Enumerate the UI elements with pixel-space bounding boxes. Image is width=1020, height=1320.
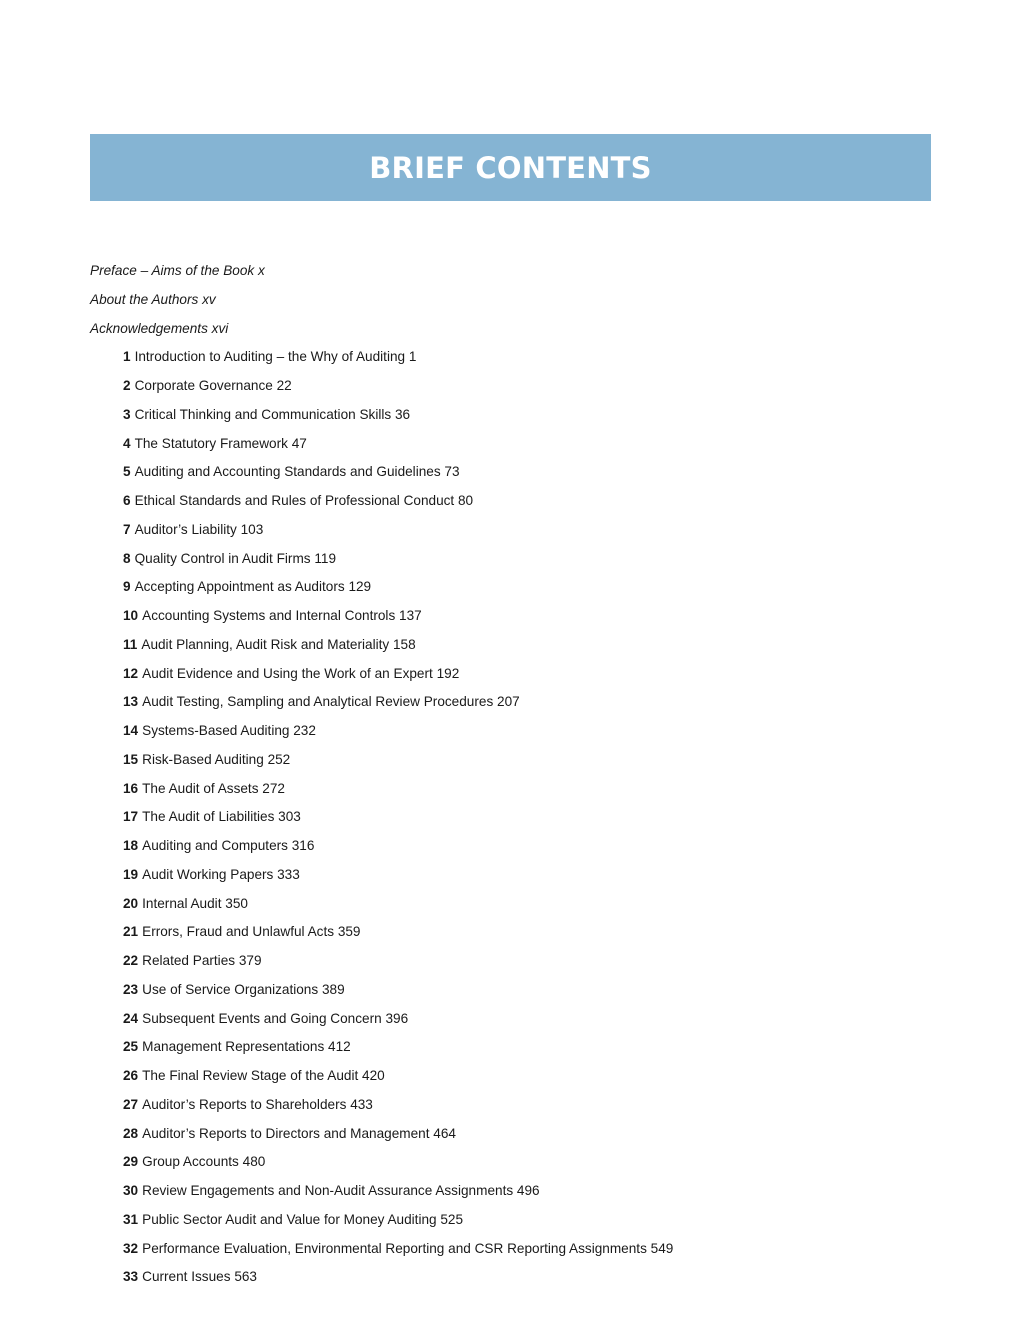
toc-entry-page: 496: [516, 1183, 540, 1198]
toc-entry-title: Management Representations: [142, 1039, 325, 1055]
toc-chapter-number: 5: [123, 464, 131, 480]
toc-entry-page: 420: [362, 1068, 385, 1083]
toc-entry-page: 137: [399, 608, 422, 623]
toc-chapter-entry: [90, 890, 970, 919]
toc-entry-title: Related Parties: [142, 953, 236, 968]
toc-entry-page: 379: [238, 953, 262, 968]
toc-chapter-entry: [90, 1091, 970, 1120]
toc-chapter-number: 6: [123, 493, 131, 508]
toc-chapter-entry: [90, 861, 970, 890]
toc-chapter-number: 15: [123, 751, 139, 767]
toc-entry-title: Quality Control in Audit Firms: [134, 550, 311, 566]
toc-entry-title: Accounting Systems and Internal Controls: [142, 608, 396, 623]
toc-entry-page: 316: [291, 838, 315, 853]
toc-chapter-entry: [90, 631, 970, 660]
toc-chapter-entry: [90, 918, 970, 947]
toc-entry-title: Systems-Based Auditing: [142, 723, 290, 738]
toc-chapter-number: 27: [123, 1096, 139, 1112]
toc-entry-title: Use of Service Organizations: [142, 981, 319, 997]
toc-chapter-number: 19: [123, 866, 139, 882]
toc-entry-page: 525: [440, 1211, 464, 1227]
toc-entry-title: Preface – Aims of the Book: [90, 263, 255, 278]
toc-entry-page: 433: [350, 1096, 373, 1112]
toc-entry-title: Accepting Appointment as Auditors: [134, 579, 345, 595]
toc-chapter-entry: [90, 947, 970, 976]
toc-entry-page: 192: [436, 665, 460, 681]
toc-chapter-number: 25: [123, 1039, 139, 1055]
toc-entry-title: Auditing and Computers: [142, 838, 288, 853]
toc-entry-title: The Audit of Assets: [142, 780, 259, 796]
toc-chapter-entry: [90, 1148, 970, 1177]
toc-chapter-number: 18: [123, 838, 139, 853]
toc-chapter-number: 21: [123, 924, 139, 940]
toc-chapter-number: 14: [123, 723, 139, 738]
toc-chapter-number: 29: [123, 1154, 139, 1170]
toc-entry-page: x: [258, 263, 265, 278]
toc-entry-title: Ethical Standards and Rules of Professional Conduct: [134, 493, 455, 508]
toc-entry-title: Introduction to Auditing – the Why of Auditing: [134, 349, 406, 365]
toc-chapter-entry: [90, 602, 970, 631]
toc-chapter-number: 33: [123, 1269, 139, 1285]
toc-chapter-number: 24: [123, 1010, 139, 1026]
toc-entry-title: Risk-Based Auditing: [142, 751, 264, 767]
toc-entry-page: 350: [225, 895, 248, 911]
toc-entry-page: 303: [278, 809, 301, 825]
toc-chapter-entry: [90, 1263, 970, 1292]
toc-entry-title: Errors, Fraud and Unlawful Acts: [142, 924, 335, 940]
toc-entry-title: Audit Planning, Audit Risk and Materiality: [141, 636, 390, 652]
toc-entry-page: 22: [276, 378, 292, 393]
toc-front-matter-entry: [90, 286, 970, 315]
toc-entry-page: 396: [385, 1010, 409, 1026]
toc-chapter-number: 30: [123, 1183, 139, 1198]
toc-chapter-entry: [90, 1120, 970, 1149]
toc-chapter-number: 26: [123, 1068, 139, 1083]
toc-chapter-entry: [90, 516, 970, 545]
toc-entry-title: The Final Review Stage of the Audit: [142, 1068, 359, 1083]
toc-chapter-entry: [90, 487, 970, 516]
table-of-contents: [90, 257, 970, 1292]
toc-chapter-entry: [90, 1177, 970, 1206]
toc-entry-title: About the Authors: [90, 291, 199, 307]
toc-entry-page: 36: [394, 406, 411, 422]
toc-chapter-number: 20: [123, 895, 139, 911]
toc-entry-page: 464: [433, 1125, 456, 1141]
toc-chapter-number: 13: [123, 694, 139, 710]
toc-entry-page: 129: [348, 579, 372, 595]
toc-entry-title: Internal Audit: [142, 895, 222, 911]
toc-entry-page: 47: [291, 435, 307, 451]
toc-entry-title: Auditor’s Liability: [134, 521, 237, 537]
toc-entry-title: Public Sector Audit and Value for Money Auditing: [142, 1211, 437, 1227]
toc-chapter-entry: [90, 545, 970, 574]
contents-header-band: [90, 134, 931, 201]
toc-entry-page: 272: [262, 780, 285, 796]
toc-entry-page: 119: [314, 550, 337, 566]
toc-entry-page: xv: [202, 291, 216, 307]
toc-chapter-number: 16: [123, 780, 139, 796]
toc-chapter-number: 4: [123, 435, 131, 451]
toc-chapter-number: 17: [123, 809, 139, 825]
toc-entry-title: Auditing and Accounting Standards and Guidelines: [134, 464, 441, 480]
toc-chapter-number: 3: [123, 406, 131, 422]
toc-entry-page: 480: [242, 1154, 266, 1170]
toc-entry-page: 1: [408, 349, 417, 365]
toc-chapter-entry: [90, 372, 970, 401]
toc-entry-title: Audit Working Papers: [142, 866, 274, 882]
toc-chapter-number: 9: [123, 579, 131, 595]
toc-chapter-entry: [90, 1062, 970, 1091]
toc-entry-page: xvi: [211, 320, 229, 336]
toc-entry-title: Auditor’s Reports to Shareholders: [142, 1096, 347, 1112]
toc-chapter-number: 12: [123, 665, 139, 681]
toc-front-matter-entry: [90, 257, 970, 286]
toc-entry-page: 158: [393, 636, 416, 652]
toc-entry-page: 73: [444, 464, 460, 480]
toc-chapter-entry: [90, 1005, 970, 1034]
toc-chapter-number: 23: [123, 981, 139, 997]
toc-entry-title: Audit Evidence and Using the Work of an Expert: [142, 665, 433, 681]
toc-entry-page: 80: [457, 493, 474, 508]
toc-chapter-entry: [90, 401, 970, 430]
toc-entry-title: The Statutory Framework: [134, 435, 288, 451]
toc-entry-title: Current Issues: [142, 1269, 231, 1285]
toc-entry-title: Performance Evaluation, Environmental Reporting and CSR Reporting Assignments: [142, 1240, 647, 1256]
toc-chapter-entry: [90, 430, 970, 459]
toc-chapter-entry: [90, 976, 970, 1005]
toc-entry-page: 549: [650, 1240, 674, 1256]
toc-chapter-number: 1: [123, 349, 131, 365]
toc-chapter-entry: [90, 717, 970, 746]
toc-chapter-entry: [90, 832, 970, 861]
toc-chapter-entry: [90, 1235, 970, 1264]
toc-chapter-number: 28: [123, 1125, 139, 1141]
toc-chapter-entry: [90, 803, 970, 832]
toc-chapter-number: 31: [123, 1211, 139, 1227]
toc-chapter-number: 32: [123, 1240, 139, 1256]
toc-entry-title: Auditor’s Reports to Directors and Management: [142, 1125, 430, 1141]
toc-chapter-entry: [90, 343, 970, 372]
toc-entry-page: 103: [240, 521, 264, 537]
toc-entry-title: Acknowledgements: [90, 320, 208, 336]
toc-entry-title: The Audit of Liabilities: [142, 809, 275, 825]
toc-entry-title: Critical Thinking and Communication Skills: [134, 406, 392, 422]
toc-chapter-number: 2: [123, 378, 131, 393]
toc-entry-page: 359: [337, 924, 361, 940]
toc-chapter-number: 10: [123, 608, 139, 623]
toc-chapter-entry: [90, 458, 970, 487]
toc-entry-title: Group Accounts: [142, 1154, 239, 1170]
toc-chapter-entry: [90, 688, 970, 717]
toc-entry-title: Subsequent Events and Going Concern: [142, 1010, 382, 1026]
toc-entry-page: 252: [267, 751, 291, 767]
toc-entry-page: 412: [328, 1039, 351, 1055]
toc-entry-page: 563: [234, 1269, 257, 1285]
toc-chapter-entry: [90, 660, 970, 689]
toc-chapter-entry: [90, 746, 970, 775]
toc-chapter-number: 7: [123, 521, 131, 537]
toc-chapter-number: 8: [123, 550, 131, 566]
toc-chapter-entry: [90, 1033, 970, 1062]
toc-entry-page: 333: [277, 866, 300, 882]
page-title: BRIEF CONTENTS: [369, 150, 652, 185]
toc-entry-page: 207: [497, 694, 520, 710]
toc-entry-page: 389: [321, 981, 345, 997]
toc-chapter-number: 22: [123, 953, 139, 968]
toc-entry-page: 232: [293, 723, 316, 738]
toc-chapter-number: 11: [123, 636, 138, 652]
toc-chapter-entry: [90, 1206, 970, 1235]
toc-chapter-entry: [90, 775, 970, 804]
toc-front-matter-entry: [90, 315, 970, 344]
toc-entry-title: Corporate Governance: [134, 378, 273, 393]
toc-chapter-entry: [90, 573, 970, 602]
toc-entry-title: Review Engagements and Non-Audit Assurance Assignments: [142, 1183, 514, 1198]
toc-entry-title: Audit Testing, Sampling and Analytical Review Procedures: [142, 694, 494, 710]
